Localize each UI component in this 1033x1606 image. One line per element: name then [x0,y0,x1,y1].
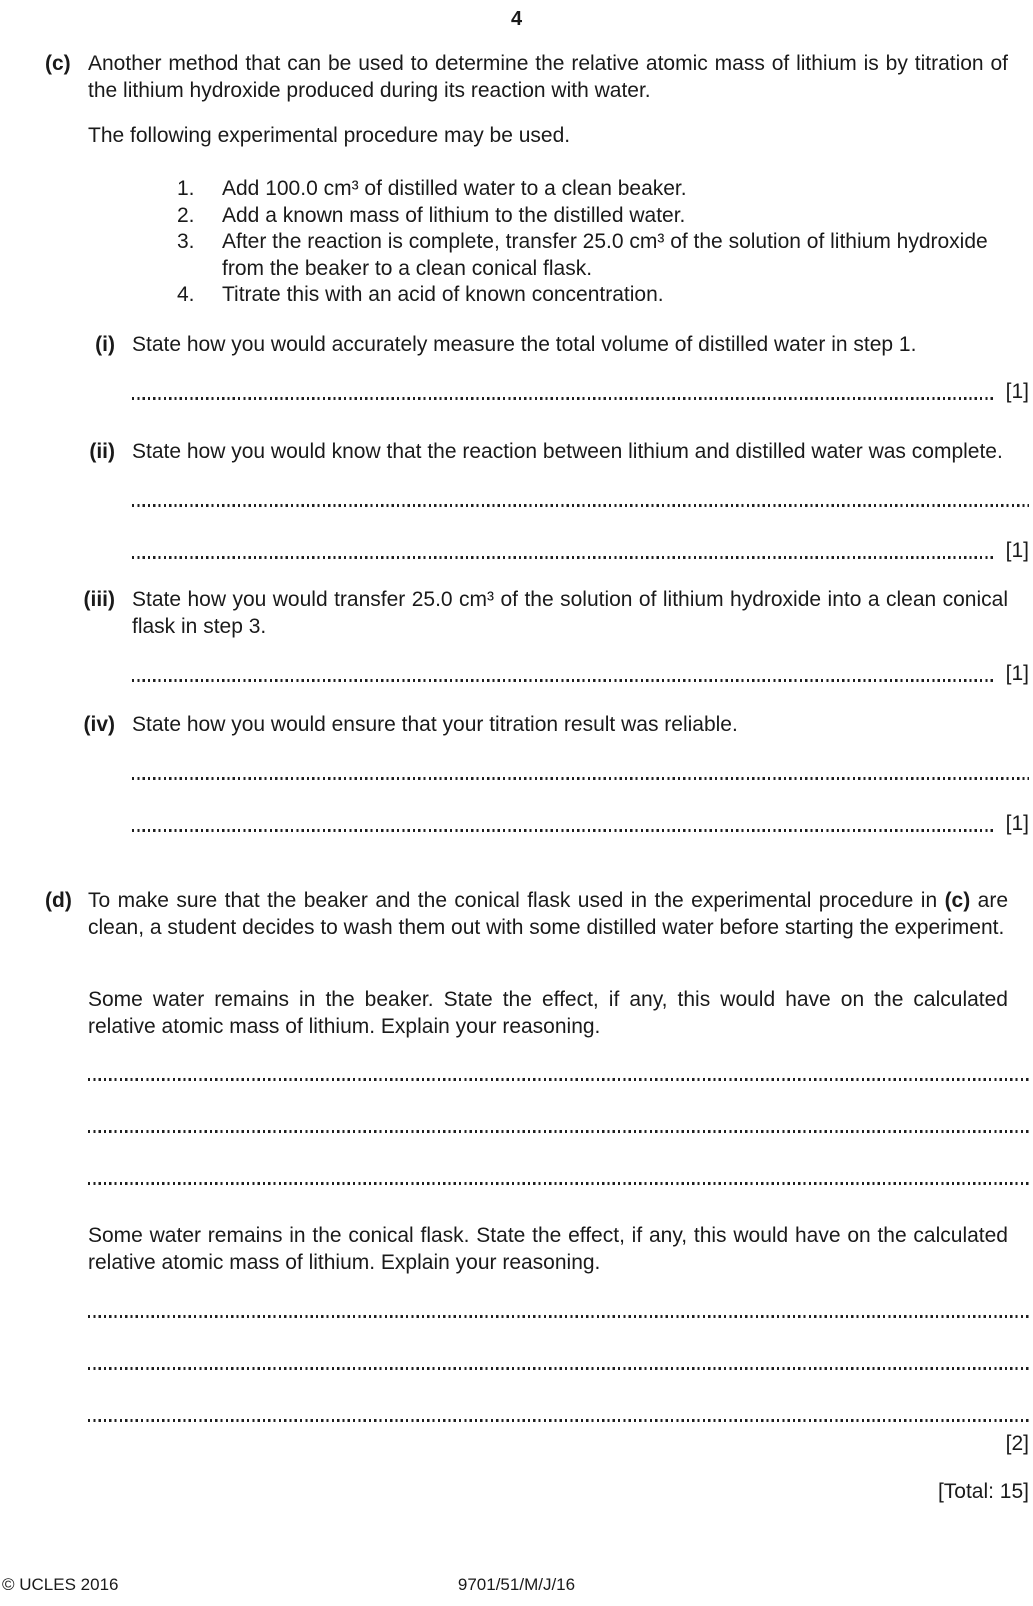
step-text: Add a known mass of lithium to the distilled water. [222,203,686,227]
dotted-answer-line [132,829,993,832]
mark-badge: [1] [1005,379,1029,403]
answer-line [88,1059,1029,1086]
answer-line [88,1111,1029,1138]
answer-line [88,1163,1029,1190]
dotted-answer-line [132,679,993,682]
question-c-label: (c) [45,52,71,75]
step-number: 1. [177,177,195,200]
step-text: After the reaction is complete, transfer 25.0 cm³ of the solution of lithium hydroxide from the beaker to a clean conical flask. [222,230,988,280]
answer-line [132,485,1029,512]
dotted-answer-line [132,777,1029,780]
mark-badge: [1] [1005,538,1029,562]
sub-question-iii-label: (iii) [83,587,115,611]
sub-question-i-text: State how you would accurately measure the total volume of distilled water in step 1. [132,332,917,356]
answer-line [132,810,1029,837]
copyright-notice: © UCLES 2016 [2,1575,119,1594]
answer-line [88,1400,1029,1427]
answer-line [88,1296,1029,1323]
procedure-steps [177,176,1008,309]
step-text: Titrate this with an acid of known concentration. [222,283,664,306]
sub-question-i-label: (i) [95,332,115,356]
answer-line [132,537,1029,564]
sub-question-iii-text: State how you would transfer 25.0 cm³ of the solution of lithium hydroxide into a clean conical flask in step 3. [132,587,1008,638]
answer-line [132,758,1029,785]
sub-question-iv [83,711,1008,738]
step-number: 4. [177,283,195,306]
question-d-intro-post: are clean, a student decides to wash them out with some distilled water before starting the experiment. [88,888,1009,939]
question-d-c-reference: (c) [944,888,971,912]
dotted-answer-line [88,1182,1029,1185]
page-footer [0,1574,1033,1595]
procedure-step-2 [177,203,1008,230]
procedure-intro: The following experimental procedure may be used. [88,124,571,147]
procedure-step-1 [177,176,1008,203]
answer-line [132,378,1029,405]
dotted-answer-line [132,504,1029,507]
question-d-flask-paragraph: Some water remains in the conical flask. State the effect, if any, this would have on the calculated relative atomic mass of lithium. Explain your reasoning. [88,1223,1008,1274]
sub-question-iii [83,586,1008,640]
question-c-intro: Another method that can be used to determine the relative atomic mass of lithium is by titration of the lithium hydroxide produced during its reaction with water. [88,52,1008,102]
sub-question-ii-label: (ii) [89,439,115,463]
step-number: 3. [177,230,195,253]
mark-badge: [1] [1005,811,1029,835]
step-number: 2. [177,203,195,227]
question-d-beaker-paragraph: Some water remains in the beaker. State the effect, if any, this would have on the calculated relative atomic mass of lithium. Explain your reasoning. [88,987,1008,1038]
dotted-answer-line [88,1078,1029,1081]
sub-question-ii [89,438,1008,465]
procedure-step-3 [177,229,1008,282]
question-d-label: (d) [45,888,72,912]
answer-line [88,1348,1029,1375]
question-d [45,887,1009,941]
dotted-answer-line [88,1367,1029,1370]
dotted-answer-line [132,397,993,400]
paper-reference: 9701/51/M/J/16 [457,1575,576,1594]
page-number: 4 [510,8,523,30]
procedure-step-4 [177,282,1008,309]
question-d-intro-pre: To make sure that the beaker and the conical flask used in the experimental procedure in [88,888,945,912]
step-text: Add 100.0 cm³ of distilled water to a clean beaker. [222,177,687,200]
question-c [45,50,1008,104]
total-mark: [Total: 15] [937,1479,1029,1503]
question-d-mark: [2] [1005,1431,1029,1455]
mark-badge: [1] [1005,661,1029,685]
sub-question-ii-text: State how you would know that the reaction between lithium and distilled water was complete. [132,439,1003,463]
sub-question-i [95,331,1008,358]
sub-question-iv-label: (iv) [83,712,115,736]
dotted-answer-line [88,1130,1029,1133]
sub-question-iv-text: State how you would ensure that your titration result was reliable. [132,712,738,736]
dotted-answer-line [132,556,993,559]
dotted-answer-line [88,1419,1029,1422]
answer-line [132,660,1029,687]
dotted-answer-line [88,1315,1029,1318]
